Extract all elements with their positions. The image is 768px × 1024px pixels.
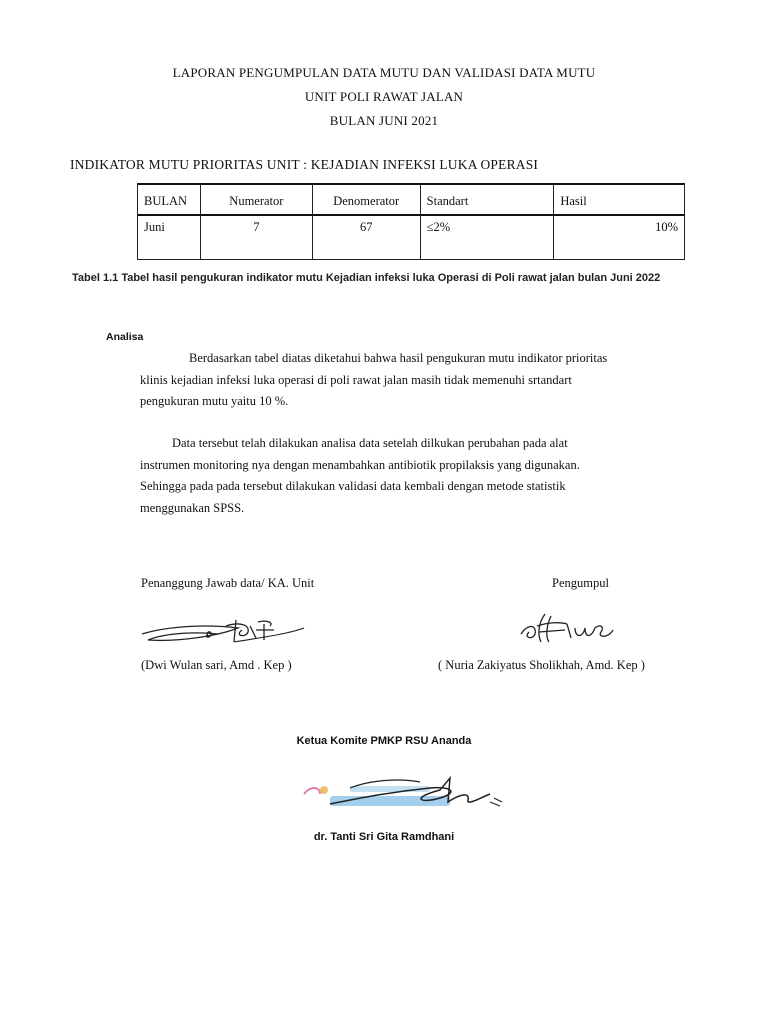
table-header-cell: Numerator [200,184,312,215]
table-header-cell: Standart [420,184,554,215]
right-signatory-role: Pengumpul [552,576,609,590]
right-signature-image [515,610,625,650]
indicator-table [137,183,685,260]
paragraph-line: pengukuran mutu yaitu 10 %. [140,394,289,408]
analysis-paragraph-2 [140,433,580,519]
paragraph-line: instrumen monitoring nya dengan menambahkan antibiotik propilaksis yang digunakan. [140,457,580,472]
left-signatory-name: (Dwi Wulan sari, Amd . Kep ) [141,658,292,672]
committee-chair-name: dr. Tanti Sri Gita Ramdhani [313,831,455,843]
table-cell: 67 [312,215,420,259]
table-cell: 7 [200,215,312,259]
indicator-title: INDIKATOR MUTU PRIORITAS UNIT : KEJADIAN INFEKSI LUKA OPERASI [70,157,539,172]
table-caption: Tabel 1.1 Tabel hasil pengukuran indikator mutu Kejadian infeksi luka Operasi di Poli rawat jalan bulan Juni 2022 [72,272,661,284]
report-title-line-1: LAPORAN PENGUMPULAN DATA MUTU DAN VALIDASI DATA MUTU [172,65,596,80]
left-signatory-role: Penanggung Jawab data/ KA. Unit [141,576,315,590]
analysis-heading: Analisa [106,331,144,343]
right-signatory-name: ( Nuria Zakiyatus Sholikhah, Amd. Kep ) [438,658,645,672]
paragraph-line: Berdasarkan tabel diatas diketahui bahwa hasil pengukuran mutu indikator prioritas [189,351,608,365]
table-row [138,215,685,259]
paragraph-line: klinis kejadian infeksi luka operasi di poli rawat jalan masih tidak memenuhi srtandart [140,372,572,387]
report-title-line-2: UNIT POLI RAWAT JALAN [304,89,464,104]
table-cell: 10% [554,215,685,259]
table-cell: Juni [138,215,201,259]
table-header-cell: Denomerator [312,184,420,215]
committee-title: Ketua Komite PMKP RSU Ananda [296,735,472,747]
table-header-cell: BULAN [138,184,201,215]
table-header-row [138,184,685,215]
paragraph-line: Sehingga pada pada tersebut dilakukan validasi data kembali dengan metode statistik [140,479,566,493]
analysis-paragraph-1 [140,348,607,413]
paragraph-line: Data tersebut telah dilakukan analisa data setelah dilkukan perubahan pada alat [172,436,568,450]
report-title-line-3: BULAN JUNI 2021 [329,113,439,128]
table-cell: ≤2% [420,215,554,259]
paragraph-line: menggunakan SPSS. [140,500,245,515]
left-signature-image [138,612,308,652]
committee-signature-stamp [290,768,545,820]
table-header-cell: Hasil [554,184,685,215]
